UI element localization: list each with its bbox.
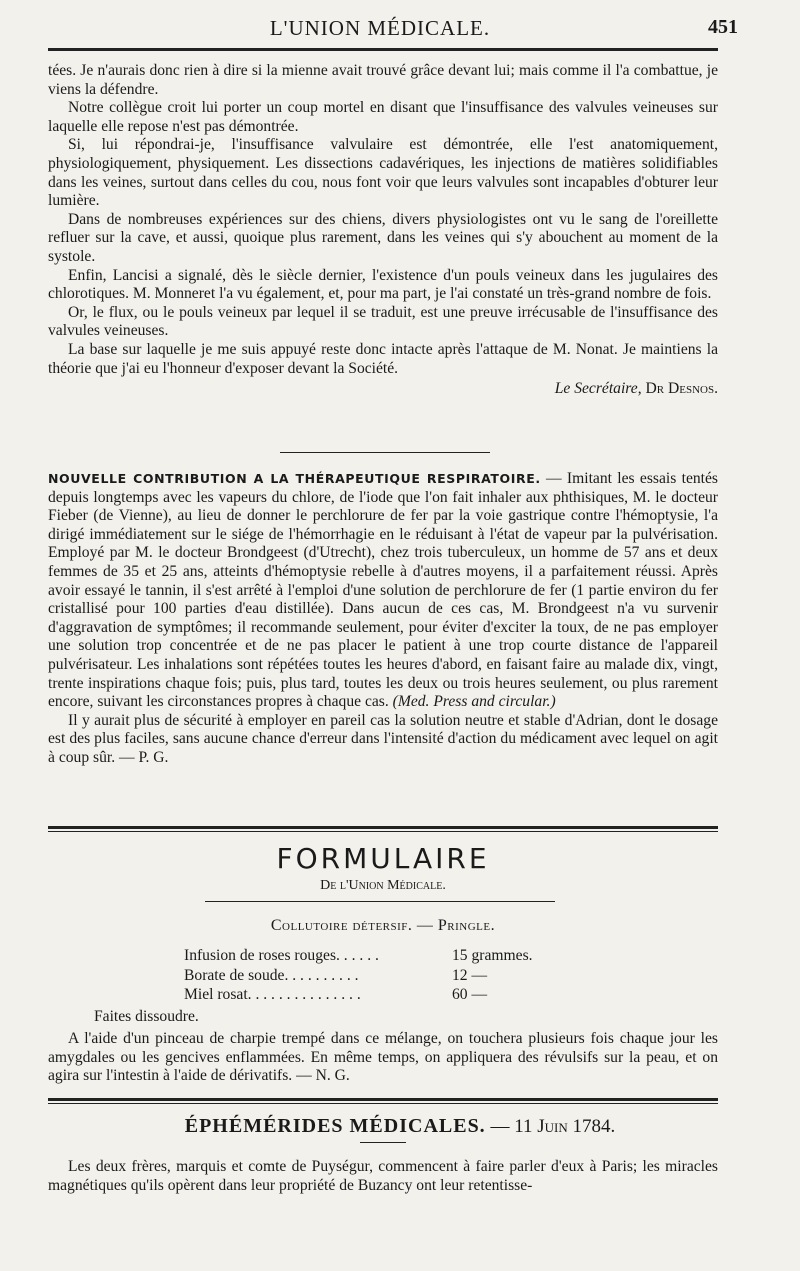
ingredient-qty: 12 — <box>452 966 488 984</box>
ingredient-name: Borate de soude. . . . . . . . . . <box>184 966 359 984</box>
signature-role: Le Secrétaire <box>554 380 638 398</box>
formulaire-subtitle: De l'Union Médicale. <box>320 878 446 893</box>
ephemerides-body <box>48 1158 718 1195</box>
ingredient-row <box>184 985 564 1005</box>
formulaire-title: FORMULAIRE <box>276 842 490 875</box>
recipe-title: Collutoire détersif. — Pringle. <box>270 917 496 934</box>
ephemerides-title: ÉPHÉMÉRIDES MÉDICALES. <box>184 1115 486 1137</box>
header-rule <box>48 48 718 51</box>
ingredient-qty: 15 grammes. <box>452 947 533 964</box>
article-title: NOUVELLE CONTRIBUTION A LA THÉRAPEUTIQUE RESPIRATOIRE. <box>48 471 541 486</box>
paragraph: La base sur laquelle je me suis appuyé reste donc intacte après l'attaque de M. Nonat. Je maintiens la théorie que j'ai eu l'honneur d'exposer devant la Société. <box>48 340 718 377</box>
paragraph: Or, le flux, ou le pouls veineux par lequel il se traduit, est une preuve irrécusable de l'insuffisance des valvules veineuses. <box>48 303 718 340</box>
formulaire-rule-top-2 <box>48 831 718 832</box>
page-number: 451 <box>708 16 738 38</box>
ephemerides-date: — 11 Juin 1784. <box>485 1116 616 1137</box>
paragraph: Enfin, Lancisi a signalé, dès le siècle dernier, l'existence d'un pouls veineux dans les jugulaires des chlorotiques. M. Monneret l'a vu également, et, pour ma part, je l'ai constaté un très-grand nombre de fois. <box>48 266 718 303</box>
paragraph: Les deux frères, marquis et comte de Puységur, commencent à faire parler d'eux à Paris; les miracles magnétiques qu'ils opèrent dans leur propriété de Buzancy ont leur retentisse- <box>48 1158 718 1194</box>
signature <box>48 380 718 399</box>
ingredient-row <box>184 946 564 966</box>
paragraph: A l'aide d'un pinceau de charpie trempé dans ce mélange, on touchera plusieurs fois chaque jour les amygdales ou les gencives enflammées. En même temps, on appliquera des révulsifs sur la peau, et on agira sur l'intestin à l'aide de dérivatifs. — N. G. <box>48 1030 718 1085</box>
paragraph: Dans de nombreuses expériences sur des chiens, divers physiologistes ont vu le sang de l'oreillette refluer sur la cave, et aussi, quoique plus rarement, dans les veines qui s'y abouchent au moment de la systole. <box>48 210 718 265</box>
article-body-2 <box>48 470 718 768</box>
paragraph: Notre collègue croit lui porter un coup mortel en disant que l'insuffisance des valvules veineuses sur laquelle elle repose n'est pas démontrée. <box>48 99 718 135</box>
paragraph: tées. Je n'aurais donc rien à dire si la mienne avait trouvé grâce devant lui; mais comme il l'a combattue, je viens la défendre. <box>48 62 718 98</box>
recipe-usage <box>48 1030 718 1086</box>
article-text: — Imitant les essais tentés depuis longtemps avec les vapeurs du chlore, de l'iode que l'on fait inhaler aux phthisiques, M. le docteur Fieber (de Vienne), au lieu de donner le perchlorure de fer par la voie gastrique contre l'hémoptysie, l'a dirigé immédiatement sur le siége de l'hémorrhagie en le réduisant à l'état de vapeur par la pulvérisation. Employé par M. le docteur Brondgeest (d'Utrecht), chez trois tuberculeux, un homme de 57 ans et deux femmes de 35 et 25 ans, atteints d'hémoptysie rebelle à d'autres moyens, il a parfaitement réussi. Après avoir essayé le tannin, il s'est arrêté à l'emploi d'une solution de perchlorure de fer (1 partie environ du fer cristallisé pour 100 parties d'eau distillée). Dans aucun de ces cas, M. Brondgeest n'a vu survenir d'aggravation de symptômes; il recommande seulement, pour éviter d'exciter la toux, de ne pas employer une solution trop concentrée et de ne pas placer le patient à une trop courte distance de l'appareil pulvérisateur. Les inhalations sont répétées toutes les heures d'abord, en faisant faire au malade dix, vingt, trente inspirations chaque fois; puis, plus tard, toutes les deux ou trois heures seulement, ou plus rarement encore, suivant les circonstances propres à chaque cas. <box>48 470 719 711</box>
recipe-instruction: Faites dissoudre. <box>94 1008 199 1025</box>
paragraph: Si, lui répondrai-je, l'insuffisance valvulaire est démontrée, elle l'est anatomiquement, physiologiquement, physiquement. Les dissections cadavériques, les injections de matières solidifiables dans les veines, surtout dans celles du cou, nous font voir que leurs valvules sont incapables d'obturer leur lumière. <box>48 136 718 210</box>
paragraph: Il y aurait plus de sécurité à employer en pareil cas la solution neutre et stable d'Adrian, dont le dosage est des plus faciles, sans aucune chance d'erreur dans l'intensité d'action du médicament avec lequel on agit à coup sûr. — P. G. <box>48 711 718 766</box>
page-header <box>0 10 800 44</box>
ingredient-name: Miel rosat. . . . . . . . . . . . . . . <box>184 986 361 1003</box>
ephemerides-rule-top <box>48 1098 718 1101</box>
ingredient-row <box>184 966 564 986</box>
ingredient-name: Infusion de roses rouges. . . . . . <box>184 947 379 964</box>
ephemerides-heading <box>0 1115 800 1138</box>
ephemerides-subrule <box>360 1142 406 1143</box>
ephemerides-rule-top-2 <box>48 1103 718 1104</box>
paragraph <box>48 470 718 712</box>
citation: (Med. Press and circular.) <box>392 693 556 711</box>
formulaire-subrule <box>205 901 555 902</box>
signature-name: , Dr Desnos. <box>637 380 718 398</box>
ingredient-qty: 60 — <box>452 986 488 1003</box>
formulaire-rule-top <box>48 826 718 829</box>
ingredient-list <box>184 946 564 1005</box>
section-divider <box>280 452 490 453</box>
running-title: L'UNION MÉDICALE. <box>269 16 491 40</box>
article-body-1 <box>48 62 718 399</box>
